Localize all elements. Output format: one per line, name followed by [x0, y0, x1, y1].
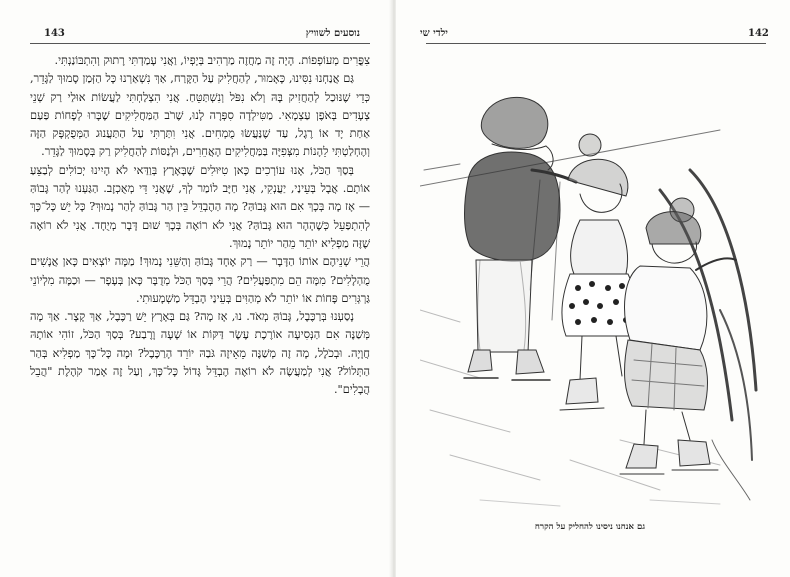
page-number: 143 [44, 28, 65, 39]
left-page [0, 0, 392, 577]
running-title: ילדי שי [420, 28, 448, 39]
child-left [464, 97, 576, 380]
paragraph: נָסַעְנוּ בְּרַכֶּבֶל, גָּבוֹהַּ מְאֹד. נוּ, אָז מָה? גַּם בְּאָרֶץ יֵשׁ רַכֶּבֶל, אַךְ קָצָר. אַךְ מָה מְּשַׁנֶּה אִם הַנְּסִיעָה אוֹרֶכֶת עֶשֶׂר דַּקּוֹת אוֹ שָׁעָה וָרֶבַע? בְּסַךְ הַכֹּל, זוֹהִי אוֹתָהּ חֲוָיָה. וּבְכֹלֶל, מָה זֶה מְשַׁנֶּה מֵאֵיזֶה גֹּבַהּ יוֹרֵד הָרַכֶּבֶל? וּמָה כָּל־כָּךְ מַפְלִיא בְּהַר הַתְּלוֹל? אֲנִי לְמַעֲשֶׂה לֹא רוֹאֶה הֶבְדֵּל גָּדוֹל כָּל־כָּךְ, וְעַל זֶה אָמַר קֹהֶלֶת "הֲבֵל הֲבָלִים". [30, 310, 370, 397]
header-rule [30, 43, 370, 44]
paragraph: הֲרֵי שְׁנֵיהֶם אוֹתוֹ הַדָּבָר — רַק אֶחָד גָּבוֹהַּ וְהַשֵּׁנִי נָמוּךְ! מַמָּה יוֹצְאִים כָּאן אֲנָשִׁים מֻהְלָלִים? מִמָּה הֵם מִתְפַּעֲלִים? הֲרֵי בְּסַךְ הַכֹּל מְדֻבָּר כָּאן בְּעָפָר — וּכַמָּה מִלְיוֹנֵי גַּרְגְּרִים פָּחוֹת אוֹ יוֹתֵר לֹא מְהַוִּים בְּעֵינַי הֶבְדֵּל מַשְׁמָעוּתִי. [30, 255, 370, 305]
page-number: 142 [748, 28, 769, 39]
paragraph: בְּסַךְ הַכֹּל, אָנוּ עוֹרְכִים כָּאן טִיּוּלִים שֶׁבָּאָרֶץ בְּוַדַּאי לֹא הָיִינוּ יְכוֹלִים לְבַצֵּעַ אוֹתָם. אֲבָל בְּעֵינַי, יַעֲנְקִי, אֲנִי חַיָּב לוֹמַר לְךָ, שֶׁאֲנִי דֵּי מְאֻכְזָב. הַגַּעְנוּ לְהַר גָּבוֹהַּ — אָז מָה בְּכָךְ אִם הוּא גָּבוֹהַּ? מָה הַהֶבְדֵּל בֵּין הַר גָּבוֹהַּ לְהַר נָמוּךְ? כָּל יֵשׁ כָּל־כָּךְ לְהִתְפַּעֵל כְּשֶׁהָהָר הוּא גָּבוֹהַּ? אֲנִי לֹא רוֹאֶה בְּכָךְ שׁוּם דָּבָר מְיֻחָד. אֲנִי לֹא רוֹאֶה שֶׁזֶּה מַפְלִיא יוֹתֵר מֵהַר יוֹתֵר נָמוּךְ. [30, 163, 370, 250]
right-page [396, 0, 790, 577]
header-rule [426, 43, 766, 44]
body-text [30, 52, 370, 400]
illustration-caption: גם אנחנו ניסינו להחליק על הקרח [534, 522, 646, 532]
paragraph: גַּם אֲנַחְנוּ נִסִּינוּ, כָּאָמוּר, לְהַחֲלִיק עַל הַקֶּרַח, אַךְ נִשְׁאַרְנוּ כָּל הַזְּמַן סָמוּךְ לַגָּדֵר, כְּדֵי שֶׁנּוּכַל לְהַחֲזִיק בָּהּ וְלֹא נִפֹּל וְנִשְׁתַּטֵּחַ. אֲנִי הִצְלַחְתִּי לַעֲשׂוֹת אוּלַי רַק שְׁנֵי צְעָדִים בְּאֹפֶן עַצְמָאִי. מַטִּילְדָה סִפְּרָה לָנוּ, שֶׁרֹב הַמַּחֲלִיקִים שֶׁבָּרוּ לְפָחוֹת פַּעַם אַחַת יָד אוֹ רֶגֶל, עַד שֶׁנַּעֲשׂוּ מֻמְחִים. אֲנִי וִתַּרְתִּי עַל הַתַּעֲנוּג הַמְּפֻקְפָּק הַזֶּה וְהֶחְלַטְתִּי לֵהָנוֹת מִצְּפִיָּה בַּמַּחֲלִיקִים הָאֲחֵרִים, וּלְנַסּוֹת לְהַחֲלִיק רַק בְּסָמוּךְ לַגָּדֵר. [30, 72, 370, 159]
running-title: נוסעים לשוויץ [305, 28, 360, 39]
skating-children-illustration [420, 60, 760, 508]
paragraph: צִפֳּרִים מְעוֹפְפוֹת. הָיָה זֶה מַחֲזֶה מַרְהִיב בְּיָפְיוֹ, וַאֲנִי עָמַדְתִּי רָתוּק וְהִתְבּוֹנַנְתִּי. [54, 54, 370, 67]
